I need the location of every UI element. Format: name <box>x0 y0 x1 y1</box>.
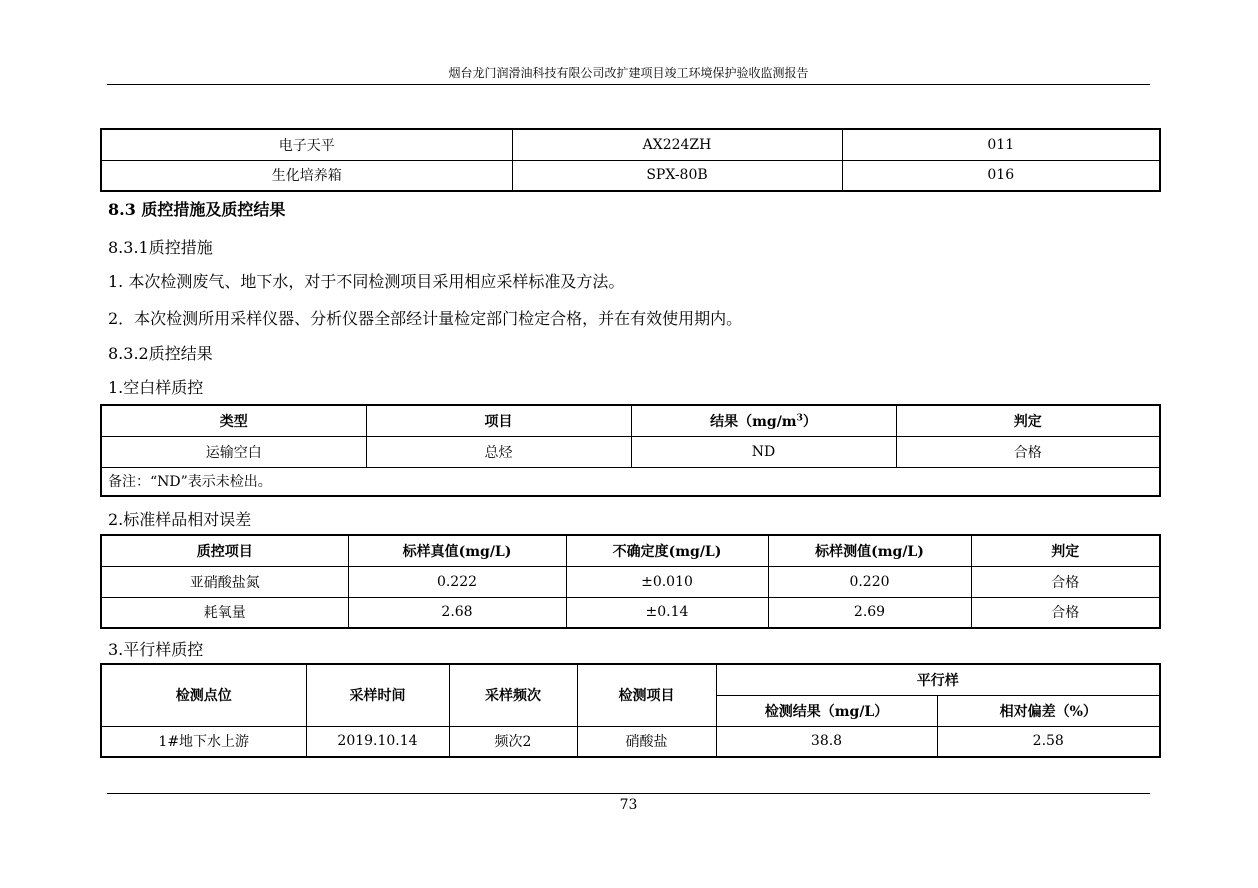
column-header: 检测点位 <box>101 664 306 726</box>
table-cell: AX224ZH <box>512 129 842 160</box>
column-header: 检测项目 <box>577 664 716 726</box>
column-header: 质控项目 <box>101 535 348 566</box>
table-cell: 运输空白 <box>101 436 366 467</box>
header-text: ） <box>802 413 817 430</box>
header-rule <box>107 84 1150 85</box>
superscript: 3 <box>796 413 803 424</box>
table-title: 2.标准样品相对误差 <box>108 510 252 529</box>
column-header: 采样时间 <box>306 664 449 726</box>
header-text: 结果（mg/m <box>710 413 797 430</box>
column-header: 标样真值(mg/L) <box>348 535 566 566</box>
table-row <box>101 436 1160 467</box>
table-cell: 2.58 <box>937 726 1160 757</box>
parallel-sample-table <box>100 663 1161 758</box>
table-cell: 38.8 <box>716 726 937 757</box>
column-header: 判定 <box>896 405 1160 436</box>
table-note-row <box>101 467 1160 496</box>
column-header: 不确定度(mg/L) <box>566 535 768 566</box>
column-header: 项目 <box>366 405 631 436</box>
table-cell: ±0.14 <box>566 597 768 628</box>
table-cell: ND <box>631 436 896 467</box>
page-header-title: 烟台龙门润滑油科技有限公司改扩建项目竣工环境保护验收监测报告 <box>448 66 809 80</box>
table-row <box>101 726 1160 757</box>
table-cell: 合格 <box>971 566 1160 597</box>
table-cell: 频次2 <box>449 726 577 757</box>
table-row <box>101 597 1160 628</box>
table-cell: 2.68 <box>348 597 566 628</box>
table-cell: 1#地下水上游 <box>101 726 306 757</box>
table-cell: 硝酸盐 <box>577 726 716 757</box>
column-header: 采样频次 <box>449 664 577 726</box>
table-cell: 生化培养箱 <box>101 160 512 191</box>
table-cell: 011 <box>842 129 1160 160</box>
blank-sample-table <box>100 404 1161 497</box>
column-header <box>631 405 896 436</box>
table-row <box>101 566 1160 597</box>
table-cell: 0.220 <box>768 566 971 597</box>
table-row <box>101 160 1160 191</box>
table-title: 1.空白样质控 <box>108 378 204 397</box>
column-header: 相对偏差（%） <box>937 695 1160 726</box>
paragraph: 2．本次检测所用采样仪器、分析仪器全部经计量检定部门检定合格，并在有效使用期内。 <box>108 309 743 328</box>
table-cell: ±0.010 <box>566 566 768 597</box>
table-cell: 2.69 <box>768 597 971 628</box>
table-cell: SPX-80B <box>512 160 842 191</box>
table-row <box>101 129 1160 160</box>
subsection-title: 8.3.2质控结果 <box>108 344 213 363</box>
subsection-title: 8.3.1质控措施 <box>108 238 213 257</box>
table-cell: 016 <box>842 160 1160 191</box>
table-cell: 亚硝酸盐氮 <box>101 566 348 597</box>
table-cell: 总烃 <box>366 436 631 467</box>
table-header-row <box>101 664 1160 695</box>
table-cell: 合格 <box>896 436 1160 467</box>
equipment-table <box>100 128 1161 192</box>
table-cell: 电子天平 <box>101 129 512 160</box>
section-heading: 8.3 质控措施及质控结果 <box>108 200 286 219</box>
page-number: 73 <box>619 797 638 813</box>
table-note: 备注：“ND”表示未检出。 <box>101 467 1160 496</box>
paragraph: 1. 本次检测废气、地下水，对于不同检测项目采用相应采样标准及方法。 <box>108 272 625 291</box>
column-header: 类型 <box>101 405 366 436</box>
column-header: 检测结果（mg/L） <box>716 695 937 726</box>
table-cell: 2019.10.14 <box>306 726 449 757</box>
table-cell: 合格 <box>971 597 1160 628</box>
table-title: 3.平行样质控 <box>108 640 204 659</box>
column-header: 标样测值(mg/L) <box>768 535 971 566</box>
standard-sample-table <box>100 534 1161 629</box>
table-header-row <box>101 405 1160 436</box>
table-cell: 0.222 <box>348 566 566 597</box>
column-header: 判定 <box>971 535 1160 566</box>
footer-rule <box>107 793 1150 794</box>
table-header-row <box>101 535 1160 566</box>
column-group-header: 平行样 <box>716 664 1160 695</box>
table-cell: 耗氧量 <box>101 597 348 628</box>
